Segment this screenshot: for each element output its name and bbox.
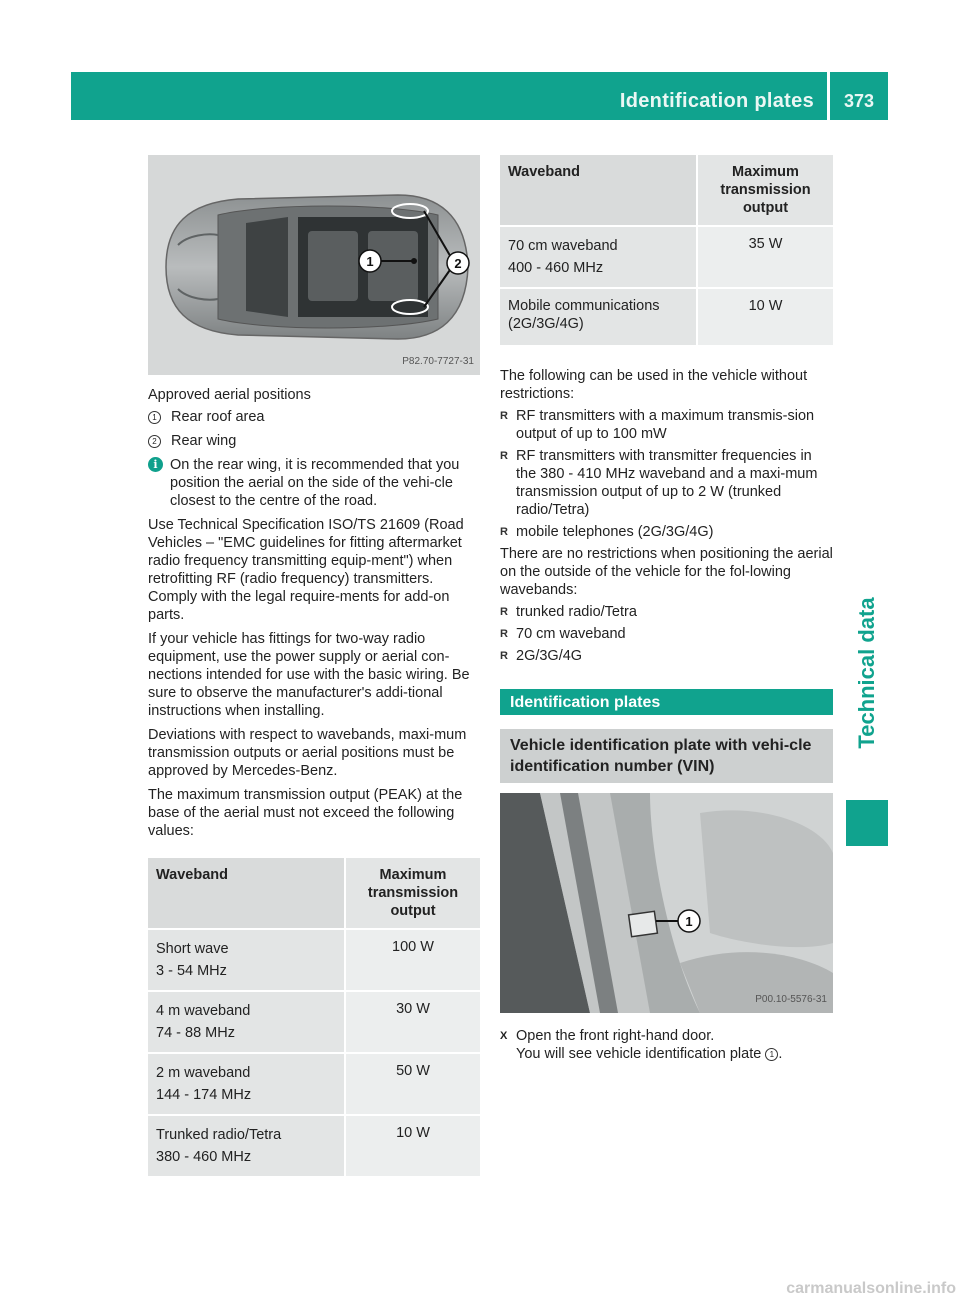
section-heading: Identification plates xyxy=(500,689,833,715)
table-row: Trunked radio/Tetra 380 - 460 MHz 10 W xyxy=(148,1115,480,1176)
paragraph: If your vehicle has fittings for two-way radio equipment, use the power supply or aerial con-nections intended for use with the basic wiring. Be sure to observe the manufacturer's addi-tional instructions when installing. xyxy=(148,631,470,719)
header-divider xyxy=(827,72,830,120)
page-header xyxy=(71,72,888,120)
paragraph: Deviations with respect to wavebands, maxi-mum transmission outputs or aerial positions must be approved by Mercedes-Benz. xyxy=(148,727,467,779)
caption-item: 2 Rear wing xyxy=(148,432,480,450)
side-tab-marker xyxy=(846,800,888,846)
info-icon: i xyxy=(148,457,163,472)
table-header-waveband: Waveband xyxy=(500,155,697,226)
left-column xyxy=(148,155,480,1176)
figure-aerial-positions xyxy=(148,155,480,375)
unrestricted-list xyxy=(500,407,833,541)
svg-text:2: 2 xyxy=(454,256,462,271)
caption-title: Approved aerial positions xyxy=(148,387,311,403)
list-item: R RF transmitters with a maximum transmis-sion output of up to 100 mW xyxy=(500,407,833,443)
list-item: R mobile telephones (2G/3G/4G) xyxy=(500,523,833,541)
watermark: carmanualsonline.info xyxy=(786,1280,956,1297)
table-row: Mobile communications (2G/3G/4G) 10 W xyxy=(500,288,833,345)
paragraph: The maximum transmission output (PEAK) at the base of the aerial must not exceed the following values: xyxy=(148,787,463,839)
figure-code: P00.10-5576-31 xyxy=(755,994,827,1005)
table-header-output: Maximum transmission output xyxy=(697,155,833,226)
info-note: i On the rear wing, it is recommended that you position the aerial on the side of the vehi-cle closest to the centre of the road. xyxy=(148,456,480,510)
car-top-view-illustration xyxy=(148,155,480,375)
door-pillar-illustration xyxy=(500,793,833,1013)
list-item: R 2G/3G/4G xyxy=(500,647,833,665)
table-row: 2 m waveband 144 - 174 MHz 50 W xyxy=(148,1053,480,1115)
list-item: R trunked radio/Tetra xyxy=(500,603,833,621)
table-header-output: Maximum transmission output xyxy=(345,858,480,929)
header-title: Identification plates xyxy=(619,90,814,112)
instruction-step: X Open the front right-hand door. xyxy=(500,1027,833,1045)
right-column xyxy=(500,155,833,1069)
caption-item: 1 Rear roof area xyxy=(148,408,480,426)
table-row: 4 m waveband 74 - 88 MHz 30 W xyxy=(148,991,480,1053)
side-tab-label: Technical data xyxy=(854,597,879,749)
svg-text:1: 1 xyxy=(366,254,374,269)
figure-vin-plate xyxy=(500,793,833,1013)
svg-text:1: 1 xyxy=(685,914,693,929)
page-number: 373 xyxy=(843,91,875,111)
list-item: R 70 cm waveband xyxy=(500,625,833,643)
instruction-result: You will see vehicle identification plate 1 . xyxy=(516,1046,783,1062)
figure-code: P82.70-7727-31 xyxy=(402,356,474,367)
transmission-output-table-1 xyxy=(148,858,480,1176)
figure-caption xyxy=(148,386,480,450)
transmission-output-table-2 xyxy=(500,155,833,345)
subsection-heading: Vehicle identification plate with vehi-cle identification number (VIN) xyxy=(500,729,833,783)
callout-marker: 1 xyxy=(765,1048,778,1061)
list-item: R RF transmitters with transmitter frequencies in the 380 - 410 MHz waveband and a maxi-mum transmission output of up to 2 W (trunked radio/Tetra) xyxy=(500,447,833,519)
no-restrictions-list xyxy=(500,603,833,665)
unrestricted-intro: The following can be used in the vehicle without restrictions: xyxy=(500,368,808,402)
paragraph: Use Technical Specification ISO/TS 21609 (Road Vehicles – "EMC guidelines for fitting aftermarket radio frequency transmitting equip-ment") when retrofitting RF (radio frequency) transmitters. Comply with the legal require-ments for add-on parts. xyxy=(148,517,464,623)
no-restrictions-intro: There are no restrictions when positioning the aerial on the outside of the vehicle for the fol-lowing wavebands: xyxy=(500,546,833,598)
table-header-waveband: Waveband xyxy=(148,858,345,929)
table-row: Short wave 3 - 54 MHz 100 W xyxy=(148,929,480,991)
table-row: 70 cm waveband 400 - 460 MHz 35 W xyxy=(500,226,833,288)
